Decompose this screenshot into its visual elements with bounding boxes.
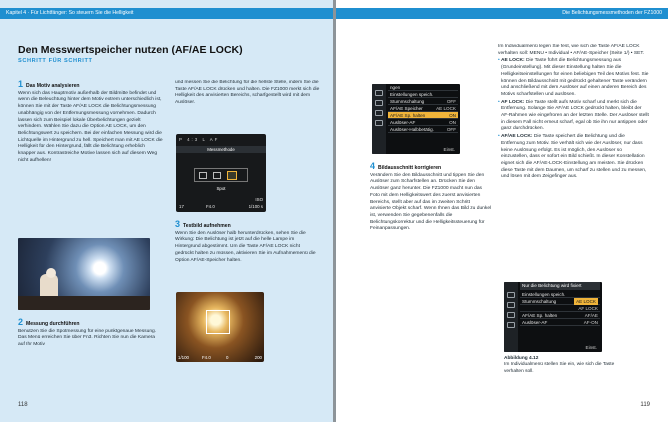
center-metering-icon	[213, 172, 221, 179]
step-1-photo	[18, 238, 150, 310]
lcd-test-image	[176, 292, 264, 362]
lcd-metering-screen	[176, 134, 266, 212]
table-surface	[18, 296, 150, 310]
lcd-top-icons: P 4:3 L AF	[179, 137, 220, 142]
left-page-number: 118	[18, 402, 28, 408]
section-title: Den Messwertspeicher nutzen (AF/AE LOCK)	[18, 44, 243, 56]
lcd-test-aperture: F4.0	[202, 355, 211, 360]
custom-tab-icon	[375, 110, 383, 116]
step-text: und messen Sie die Belichtung für die hellste Stelle, indem Sie die Taste AF/AE LOCK drücken und halten. Die FZ1000 merkt sich die Helligkeit des anvisierten Bereichs, scharfgestellt wird mit dem Auslöser.	[175, 80, 320, 106]
step-heading: Testbild aufnehmen	[183, 223, 231, 229]
camera-menu-lock-options	[504, 282, 602, 352]
video-tab-icon	[375, 100, 383, 106]
step-text: Wenn sich das Hauptmotiv außerhalb der Bildmitte befindet und wenn die Beleuchtung hinter dem Motiv extrem unterschiedlich ist, können Sie mit der Taste AF/AE LOCK die Belichtungsmessung unabhängig von der Entfernungsmessung vornehmen. Dadurch lassen sich zum Beispiel lokale Überbelichtungen gezielt verhindern. Wählen Sie dazu die Option AE LOCK, um den Belichtungswert zu speichern. Bei der einfachen Messung wird die Lichtquelle im Hintergrund zu hell. Speichert man mit AE LOCK die Helligkeit für den Hintergrund, fällt die Belichtung erheblich knapper aus. Kontrastreiche Motive lassen sich auf diesem Weg nicht aufhellen!	[18, 90, 163, 163]
menu-sidebar	[372, 84, 386, 154]
menu-sidebar	[504, 282, 518, 352]
step-text: Benutzen Sie die Spotmessung für eine punktgenaue Messung. Das Menü erreichen Sie über Fn3. Richten Sie nun die Kamera auf Ihr Motiv	[18, 328, 157, 348]
lcd-iso: ISO	[255, 197, 263, 202]
step-number: 4	[370, 162, 376, 171]
menu-row[interactable]: Einstellungen speich.	[520, 291, 600, 298]
step-number: 1	[18, 80, 24, 89]
bullet-item: • AF LOCK: Die Taste stellt aufs Motiv scharf und merkt sich die Entfernung. Solange Sie AF/AE LOCK gedrückt halten, bleibt der AF-Rahmen wie eingefroren an der letzten Stelle. Der Auslöser stellt in diesem Fall nicht erneut scharf, egal ob Sie ihn nur antippen oder ganz durchdrücken.	[498, 99, 649, 132]
figurine-head	[46, 268, 56, 278]
lcd-aperture: F4.0	[206, 204, 215, 209]
camera-tab-icon	[507, 292, 515, 298]
caption-text: Im Individualmenü stellen Sie ein, wie sich die Taste verhalten soll.	[504, 362, 615, 374]
af-frame	[206, 310, 230, 334]
setup-tab-icon	[375, 120, 383, 126]
multi-metering-icon	[199, 172, 207, 179]
step-4-block	[370, 162, 492, 292]
menu-footer: Einst.	[443, 147, 455, 152]
bullet-item: • AE LOCK: Die Taste führt die Belichtungsmessung aus (Grundeinstellung). Mit dieser Einstellung halten Sie die Helligkeitseinstellungen für einen beliebigen Teil des Motivs fest. Sie können den Bildausschnitt mit gedrückt gehaltener Taste verändern und anschließend mit dem Auslöser auf einen anderen Bereich des Motivs scharfstellen und auslösen.	[498, 58, 649, 97]
step-3-block	[175, 220, 320, 290]
camera-tab-icon	[375, 90, 383, 96]
left-page	[0, 0, 333, 422]
menu-hint-title: Nur die Belichtung wird fixiert	[520, 282, 600, 290]
menu-row[interactable]: Stummschaltung AE LOCK	[520, 298, 600, 305]
lcd-spot-label: Spot	[216, 186, 226, 191]
intro-text: Im Individualmenü legen Sie fest, wie sich die Taste AF/AE LOCK verhalten soll: MENU • Individual • AF/AE-Speicher (Seite 1/) • SET.	[498, 44, 645, 56]
setup-tab-icon	[507, 322, 515, 328]
section-subtitle: SCHRITT FÜR SCHRITT	[18, 58, 93, 64]
menu-footer: Einst.	[585, 345, 597, 350]
lcd-test-ev: 0	[226, 355, 229, 360]
menu-row[interactable]: Auslöser-AF ON	[390, 120, 456, 125]
menu-row[interactable]: AF/AE Sp. halten AF/AE	[522, 313, 598, 318]
figure-caption	[504, 356, 634, 375]
right-page	[336, 0, 668, 422]
right-running-header: Die Belichtungsmessmethoden der FZ1000	[336, 8, 668, 19]
af-ae-options-text	[498, 44, 650, 266]
caption-title: Abbildung 4.12	[504, 356, 539, 361]
camera-menu-af-ae-lock	[372, 84, 460, 154]
video-tab-icon	[507, 302, 515, 308]
left-running-header: Kapitel 4 · Für Lichtfänger: So steuern Sie die Helligkeit	[0, 8, 333, 19]
step-text: Wenn Sie den Auslöser halb herunterdrücken, sehen Sie die Wirkung: Die Belichtung ist jetzt auf die helle Lampe im Hintergrund abgestimmt. Um die Taste AF/AE LOCK nicht gedrückt halten zu müssen, aktivieren Sie im Aufnahmemenü die Option AF/AE-Speicher halten.	[175, 230, 316, 263]
step-2-continuation	[175, 80, 320, 126]
step-heading: Messung durchführen	[26, 321, 80, 327]
menu-row[interactable]: Auslöser-AF AF-ON	[522, 320, 598, 325]
metering-icon-row	[194, 168, 248, 182]
bullet-item: • AF/AE LOCK: Die Taste speichert die Belichtung und die Entfernung zum Motiv. Sie verhält sich wie der Auslöser, nur dass keine Auslösung erfolgt. Es ist möglich, den Auslöser so einzustellen, dass er sofort ein Bild schießt. In dieser Konstellation eignet sich die AF/AE-LOCK-Einstellung am meisten. Sie drücken diese Taste mit dem Daumen, um scharf zu stellen und zu messen, und lösen mit dem Zeigefinger aus.	[498, 134, 647, 180]
spot-metering-icon	[227, 171, 237, 180]
step-1-block	[18, 80, 163, 230]
lcd-test-shutter: 1/100	[178, 355, 189, 360]
menu-row[interactable]: ngen	[388, 84, 458, 91]
step-text: Verändern Sie den Bildausschnitt und tippen Sie den Auslöser zum Scharfstellen an. Drücken Sie den Auslöser ganz herunter. Die FZ1000 macht nun das Foto mit dem Helligkeitswert des zuerst anvisierten Bereichs, stellt aber auf das im zweiten Schritt anvisierte Objekt scharf. Wenn Ihnen das Bild zu dunkel ist, verwenden Sie gegebenenfalls die Belichtungskorrektur und die Helligkeitssteuerung für Feinanpassungen.	[370, 172, 492, 232]
lcd-shutter: 1/100 s	[248, 204, 263, 209]
menu-row[interactable]: AF LOCK	[520, 305, 600, 312]
lcd-test-iso: 200	[254, 355, 262, 360]
menu-row[interactable]: Stummschaltung OFF	[390, 99, 456, 104]
menu-row[interactable]: AF/AE Speicher AE LOCK	[390, 106, 456, 111]
menu-row[interactable]: Einstellungen speich.	[388, 91, 458, 98]
lcd-menu-title: Messmethode	[176, 146, 266, 153]
menu-row[interactable]: Auslöser-Halbbetätig. OFF	[390, 127, 456, 132]
step-2-block	[18, 318, 163, 368]
lcd-bottom-left: 17	[179, 204, 184, 209]
menu-row-selected[interactable]: AF/AE Sp. halten ON	[390, 113, 456, 118]
step-number: 3	[175, 220, 181, 229]
step-heading: Bildausschnitt korrigieren	[378, 165, 442, 171]
step-heading: Das Motiv analysieren	[26, 83, 80, 89]
custom-tab-icon	[507, 312, 515, 318]
right-page-number: 119	[640, 402, 650, 408]
step-number: 2	[18, 318, 24, 327]
